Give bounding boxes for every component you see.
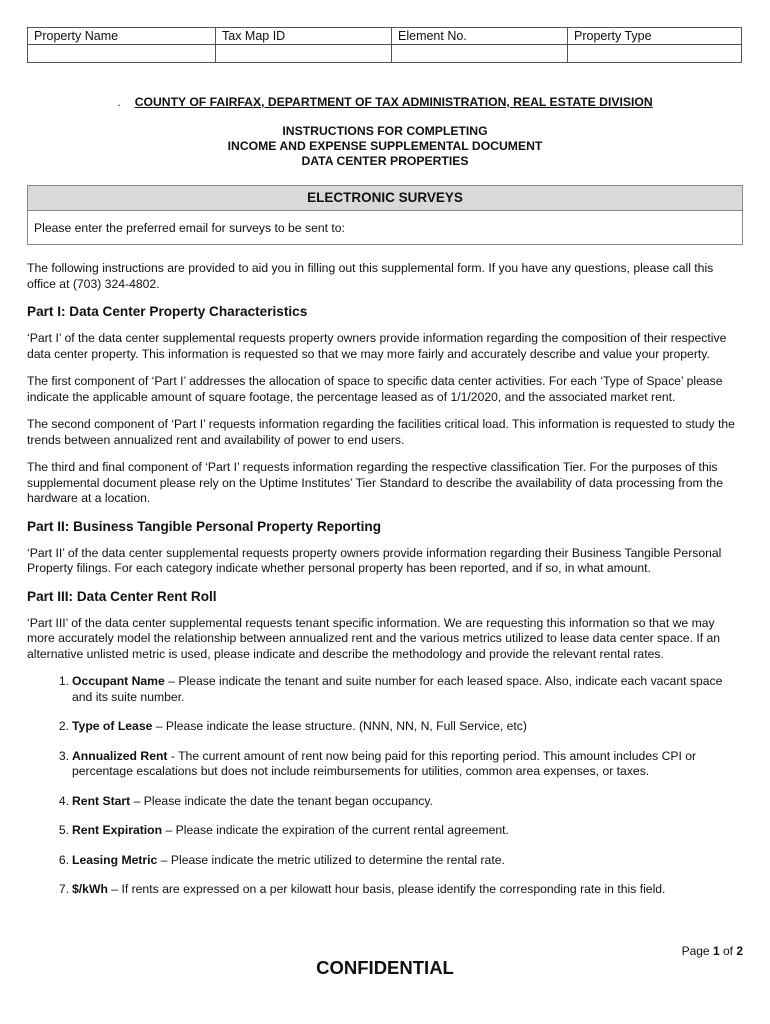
list-item-desc: – Please indicate the tenant and suite number for each leased space. Also, indicate each vacant space and its suite number. <box>72 674 723 704</box>
property-name-field[interactable] <box>28 45 216 63</box>
list-item-number: 6. <box>58 852 69 867</box>
intro-paragraph: The following instructions are provided to aid you in filling out this supplemental form. If you have any questions, please call this office at (703) 324-4802. <box>27 261 714 291</box>
list-item-number: 3. <box>58 748 69 763</box>
instructions-line-2: INCOME AND EXPENSE SUPPLEMENTAL DOCUMENT <box>227 139 543 153</box>
list-item-desc: - The current amount of rent now being paid for this reporting period. This amount includes CPI or percentage escalations but does not include reimbursements for utilities, common area expenses, or taxes. <box>72 748 697 778</box>
list-item-desc: – Please indicate the date the tenant began occupancy. <box>130 793 433 808</box>
survey-email-prompt: Please enter the preferred email for surveys to be sent to: <box>34 221 345 235</box>
property-name-label: Property Name <box>28 28 216 45</box>
list-item-term: $/kWh <box>72 882 108 896</box>
part-3-heading: Part III: Data Center Rent Roll <box>27 588 217 604</box>
instructions-title <box>0 124 770 169</box>
list-item <box>27 882 743 898</box>
list-item <box>27 823 743 839</box>
list-item-term: Leasing Metric <box>72 852 158 867</box>
header-values-row <box>28 45 742 63</box>
page-number <box>682 944 743 958</box>
list-item <box>27 853 743 869</box>
list-item-number: 2. <box>58 719 69 733</box>
page-current: 1 <box>712 944 720 958</box>
list-item-number: 1. <box>58 674 69 688</box>
list-item-term: Annualized Rent <box>72 748 168 763</box>
part-2-heading: Part II: Business Tangible Personal Property Reporting <box>27 518 382 534</box>
list-item-desc: – Please indicate the metric utilized to determine the rental rate. <box>157 852 505 867</box>
tax-map-id-label: Tax Map ID <box>216 28 392 45</box>
list-item-term: Rent Expiration <box>72 823 163 837</box>
list-item-number: 4. <box>58 793 69 808</box>
electronic-surveys-box <box>27 185 743 245</box>
header-labels-row <box>28 28 742 45</box>
list-item-desc: – If rents are expressed on a per kilowatt hour basis, please identify the corresponding rate in this field. <box>107 882 666 896</box>
page-label: Page <box>681 944 713 958</box>
tax-map-id-field[interactable] <box>216 45 392 63</box>
list-item <box>27 794 743 810</box>
part-3-paragraph-1: ‘Part III’ of the data center supplemental requests tenant specific information. We are requesting this information so that we may more accurately model the relationship between annualized rent and the various metrics utilized to lease data center space. If an alternative unlisted metric is used, please indicate and describe the methodology and provide the relevant rental rates. <box>27 615 721 661</box>
part-1-paragraph-1: ‘Part I’ of the data center supplemental requests property owners provide information regarding the composition of their respective data center property. This information is requested so that we may more fairly and accurately describe and value your property. <box>27 331 727 361</box>
instructions-line-3: DATA CENTER PROPERTIES <box>301 154 469 168</box>
list-item-number: 7. <box>58 882 69 896</box>
list-item <box>27 749 743 780</box>
part-1-paragraph-2: The first component of ‘Part I’ addresses the allocation of space to specific data center activities. For each ‘Type of Space’ please indicate the applicable amount of square footage, the percentage leased as of 1/1/2020, and the associated market rent. <box>27 374 723 404</box>
page-of: of <box>719 944 737 958</box>
instructions-line-1: INSTRUCTIONS FOR COMPLETING <box>282 124 488 138</box>
list-item-term: Type of Lease <box>72 719 153 733</box>
rent-roll-field-list <box>27 674 743 898</box>
instructions-body <box>27 261 743 912</box>
property-header-table <box>27 27 742 63</box>
confidential-label: CONFIDENTIAL <box>316 957 454 978</box>
county-marker: . <box>117 95 121 109</box>
list-item-term: Rent Start <box>72 793 131 808</box>
element-no-label: Element No. <box>392 28 568 45</box>
survey-email-field[interactable] <box>28 211 742 245</box>
list-item-desc: – Please indicate the lease structure. (NNN, NN, N, Full Service, etc) <box>152 719 527 733</box>
part-2-paragraph-1: ‘Part II’ of the data center supplemental requests property owners provide information regarding their Business Tangible Personal Property filings. For each category indicate whether personal property has been reported, and if so, in what amount. <box>27 545 722 575</box>
part-1-paragraph-3: The second component of ‘Part I’ requests information regarding the facilities critical load. This information is requested to study the trends between annualized rent and availability of power to end users. <box>27 417 735 447</box>
list-item-term: Occupant Name <box>72 674 165 688</box>
list-item-number: 5. <box>58 823 69 837</box>
electronic-surveys-heading: ELECTRONIC SURVEYS <box>28 186 742 211</box>
property-type-field[interactable] <box>568 45 742 63</box>
part-1-heading: Part I: Data Center Property Characteristics <box>27 304 308 319</box>
part-1-paragraph-4: The third and final component of ‘Part I’ requests information regarding the respective classification Tier. For the purposes of this supplemental document please rely on the Uptime Institutes’ Tier Standard to describe the availability of data processing from the hardware at a location. <box>27 460 723 505</box>
list-item <box>27 719 743 735</box>
list-item <box>27 674 743 705</box>
element-no-field[interactable] <box>392 45 568 63</box>
property-type-label: Property Type <box>568 28 742 45</box>
page-total: 2 <box>736 944 743 958</box>
county-title-text: COUNTY OF FAIRFAX, DEPARTMENT OF TAX ADMINISTRATION, REAL ESTATE DIVISION <box>134 95 653 109</box>
county-title <box>0 95 770 109</box>
list-item-desc: – Please indicate the expiration of the current rental agreement. <box>162 823 509 837</box>
